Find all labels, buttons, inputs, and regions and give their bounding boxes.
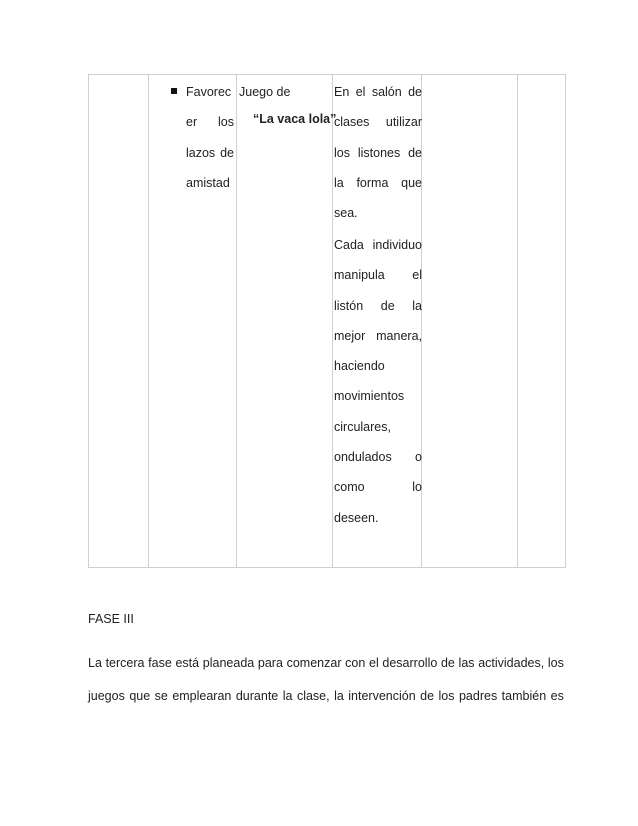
square-bullet-icon bbox=[171, 88, 177, 94]
table-column-divider bbox=[332, 75, 333, 567]
objective-cell bbox=[149, 75, 237, 190]
section-heading: FASE III bbox=[88, 612, 134, 626]
objective-line: er los bbox=[186, 115, 234, 130]
game-cell bbox=[237, 75, 337, 126]
table-column-divider bbox=[148, 75, 149, 567]
paragraph-line-2: juegos que se emplearan durante la clase, la intervención de los padres también es bbox=[88, 689, 564, 703]
body-paragraph bbox=[88, 647, 564, 713]
objective-line: amistad bbox=[186, 175, 230, 190]
objective-line: lazos de bbox=[186, 145, 234, 160]
game-name: “La vaca lola” bbox=[253, 112, 337, 126]
description-paragraph-2: Cada individuo manipula el listón de la mejor manera, haciendo movimientos circulares, ondulados o como lo deseen. bbox=[334, 238, 422, 525]
table-column-divider bbox=[517, 75, 518, 567]
table-column-divider bbox=[236, 75, 237, 567]
objective-line: Favorec bbox=[186, 85, 232, 99]
activity-table bbox=[88, 74, 566, 568]
description-paragraph-1: En el salón de clases utilizar los listones de la forma que sea. bbox=[334, 85, 422, 221]
paragraph-line-1: La tercera fase está planeada para comenzar con el desarrollo de las actividades, los bbox=[88, 656, 564, 670]
game-label: Juego de bbox=[239, 85, 291, 99]
